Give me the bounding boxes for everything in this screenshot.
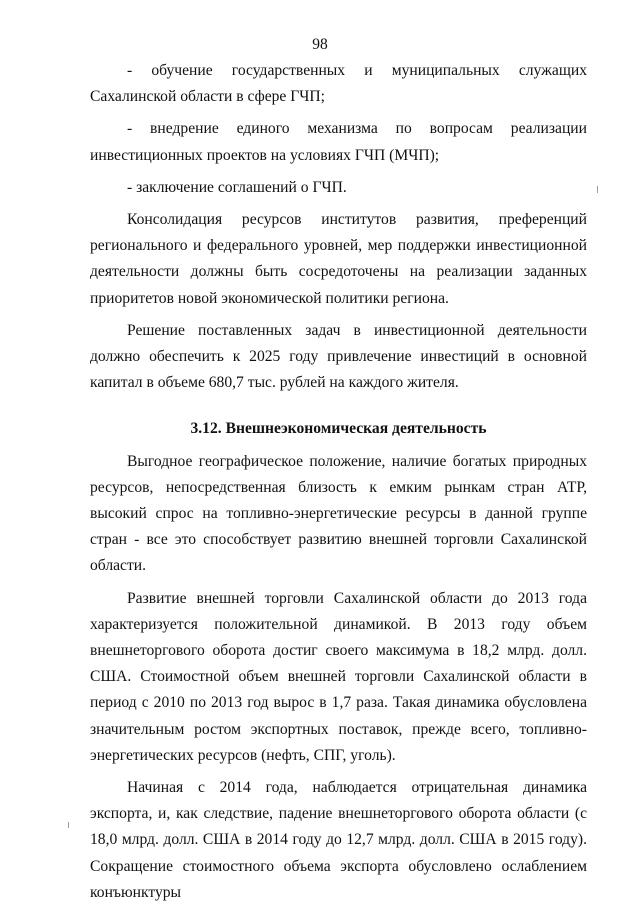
bullet-item-gchp-training: - обучение государственных и муниципальных служащих Сахалинской области в сфере ГЧП;	[90, 62, 587, 106]
bullet-item-investment-mechanism: - внедрение единого механизма по вопросам реализации инвестиционных проектов на условиях ГЧП (МЧП);	[90, 120, 587, 164]
scan-speck	[597, 186, 598, 193]
paragraph-geographic-advantages: Выгодное географическое положение, наличие богатых природных ресурсов, непосредственная близость к емким рынкам стран АТР, высокий спрос на топливно-энергетические ресурсы в данной группе стран - все это способствует развитию внешней торговли Сахалинской области.	[90, 452, 587, 575]
scan-speck	[68, 822, 69, 828]
paragraph-investment-target: Решение поставленных задач в инвестиционной деятельности должно обеспечить к 2025 году привлечение инвестиций в основной капитал в объеме 680,7 тыс. рублей на каждого жителя.	[90, 321, 587, 392]
bullet-item-gchp-agreements: - заключение соглашений о ГЧП.	[127, 178, 347, 196]
section-heading: 3.12. Внешнеэкономическая деятельность	[190, 420, 487, 438]
paragraph-trade-growth: Развитие внешней торговли Сахалинской области до 2013 года характеризуется положительной динамикой. В 2013 году объем внешнеторгового оборота достиг своего максимума в 18,2 млрд. долл. США. Стоимостной объем внешней торговли Сахалинской области в период с 2010 по 2013 год вырос в 1,7 раза. Такая динамика обусловлена значительным ростом экспортных поставок, прежде всего, топливно-энергетических ресурсов (нефть, СПГ, уголь).	[90, 589, 587, 764]
document-body	[90, 58, 587, 906]
paragraph-consolidation: Консолидация ресурсов институтов развития, преференций регионального и федерального уровней, мер поддержки инвестиционной деятельности должны быть сосредоточены на реализации заданных приоритетов новой экономической политики региона.	[90, 211, 587, 307]
page-number: 98	[312, 36, 328, 53]
paragraph-export-decline: Начиная с 2014 года, наблюдается отрицательная динамика экспорта, и, как следствие, падение внешнеторгового оборота области (с 18,0 млрд. долл. США в 2014 году до 12,7 млрд. долл. США в 2015 году). Сокращение стоимостного объема экспорта обусловлено ослаблением конъюнктуры	[90, 779, 587, 901]
